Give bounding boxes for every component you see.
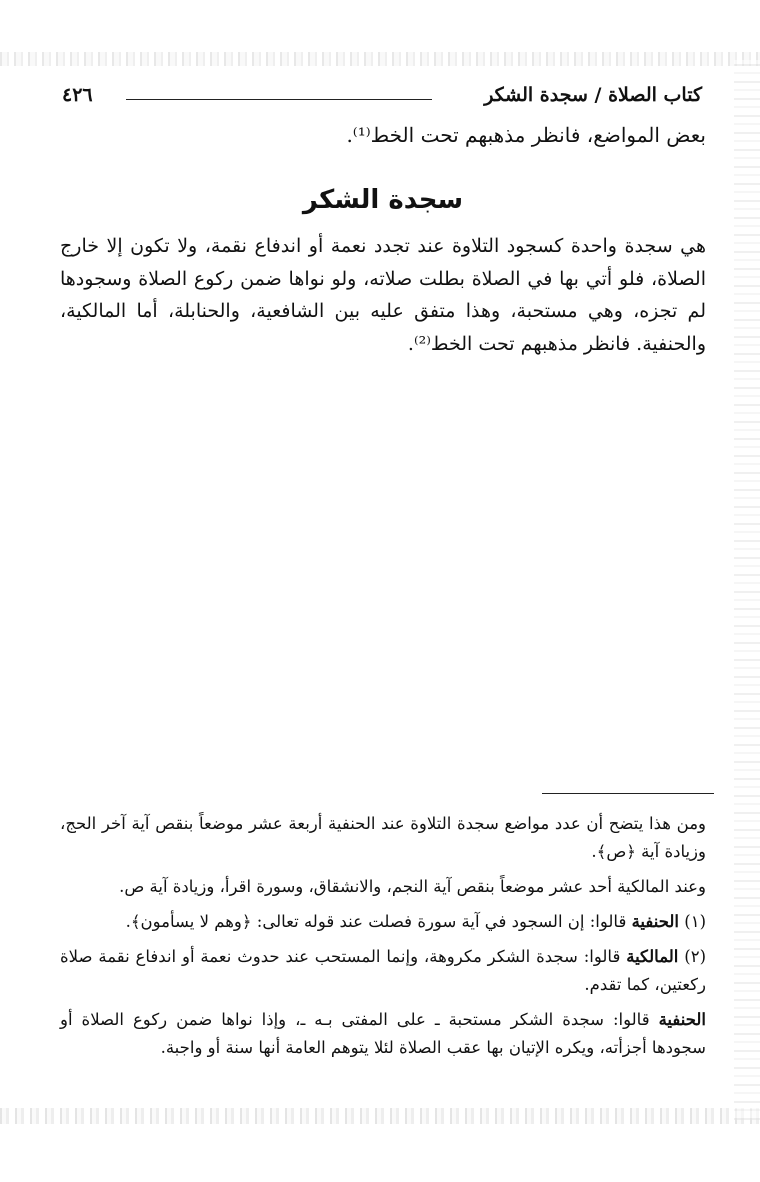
footnote-2-marker: (٢) [684, 947, 706, 966]
scan-noise-top [0, 52, 760, 66]
scan-noise-right [734, 60, 760, 1120]
footnote-1-marker: (١) [684, 912, 706, 931]
footnote-2-cont-label: الحنفية [658, 1010, 706, 1029]
footnote-2 [60, 943, 706, 999]
footnote-1-text: قالوا: إن السجود في آية سورة فصلت عند قوله تعالى: ﴿وهم لا يسأمون﴾. [125, 912, 632, 931]
footnotes [60, 810, 706, 1069]
footnote-2-cont-text: قالوا: سجدة الشكر مستحبة ـ على المفتى بـه ـ، وإذا نواها ضمن ركوع الصلاة أو سجودها أجزأته، ويكره الإتيان بها عقب الصلاة لئلا يتوهم العامة أنها سنة أو واجبة. [60, 1010, 706, 1057]
running-title: كتاب الصلاة / سجدة الشكر [484, 84, 702, 106]
footnote-continuation-1: ومن هذا يتضح أن عدد مواضع سجدة التلاوة عند الحنفية أربعة عشر موضعاً بنقص آية آخر الحج، وزيادة آية ﴿ص﴾. [60, 814, 706, 861]
running-header [62, 84, 702, 114]
scan-noise-bottom [0, 1108, 760, 1124]
footnote-2-label: المالكية [626, 947, 679, 966]
footnote-1-label: الحنفية [631, 912, 679, 931]
footnote-1 [60, 908, 706, 936]
footnote-2-continuation [60, 1006, 706, 1062]
page-number: ٤٢٦ [62, 84, 93, 106]
header-rule [126, 99, 432, 100]
footnote-2-text: قالوا: سجدة الشكر مكروهة، وإنما المستحب عند حدوث نعمة أو اندفاع نقمة صلاة ركعتين، كما تقدم. [60, 947, 706, 994]
footnote-continuation-2: وعند المالكية أحد عشر موضعاً بنقص آية النجم، والانشقاق، وسورة اقرأ، وزيادة آية ص. [119, 877, 706, 896]
footnote-rule [542, 793, 714, 794]
section-heading: سجدة الشكر [302, 185, 464, 215]
carryover-text: بعض المواضع، فانظر مذهبهم تحت الخط⁽¹⁾. [346, 123, 706, 147]
section-body: هي سجدة واحدة كسجود التلاوة عند تجدد نعمة أو اندفاع نقمة، ولا تكون إلا خارج الصلاة، فلو أتي بها في الصلاة بطلت صلاته، ولو نواها ضمن ركوع الصلاة وسجودها لم تجزه، وهي مستحبة، وهذا متفق عليه بين الشافعية، والحنابلة، أما المالكية، والحنفية. فانظر مذهبهم تحت الخط⁽²⁾. [60, 235, 706, 355]
